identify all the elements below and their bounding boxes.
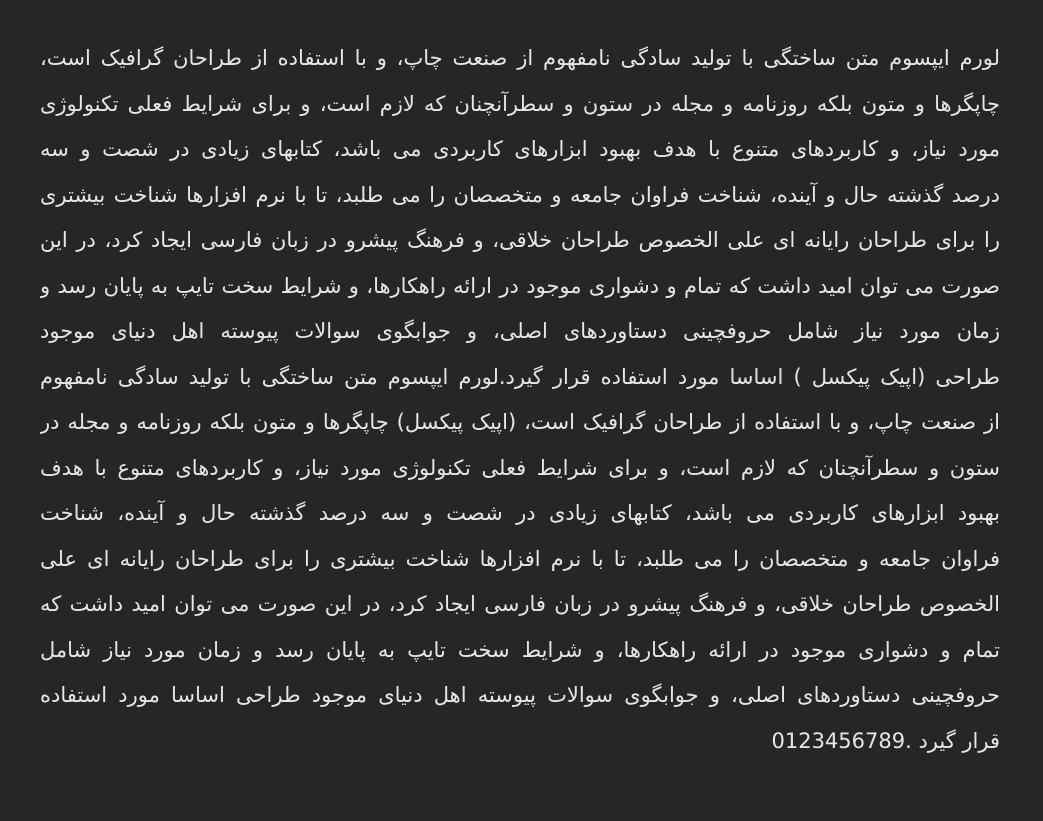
paragraph-line-4: درصد گذشته حال و آینده، شناخت فراوان جامعه و متخصصان را می طلبد، تا با نرم افزارها شناخت بیشتری [40, 182, 1000, 207]
paragraph-line-7: زمان مورد نیاز شامل حروفچینی دستاوردهای اصلی، و جوابگوی سوالات پیوسته اهل دنیای موجود [40, 319, 1000, 343]
paragraph-line-13: الخصوص طراحان خلاقی، و فرهنگ پیشرو در زبان فارسی ایجاد کرد، در این صورت می توان امید داشت که [40, 592, 1000, 616]
paragraph-line-2: چاپگرها و متون بلکه روزنامه و مجله در ستون و سطرآنچنان که لازم است، و برای شرایط فعلی تکنولوژی [40, 91, 1000, 116]
paragraph-line-9: از صنعت چاپ، و با استفاده از طراحان گرافیک است، (اپیک پیکسل) چاپگرها و متون بلکه روزنامه و مجله در [40, 410, 1000, 434]
paragraph-line-12: فراوان جامعه و متخصصان را می طلبد، تا با نرم افزارها شناخت بیشتری را برای طراحان رایانه ای علی [40, 546, 1000, 571]
paragraph-line-16: قرار گیرد .0123456789 [771, 728, 1000, 753]
paragraph-line-1: لورم ایپسوم متن ساختگی با تولید سادگی نامفهوم از صنعت چاپ، و با استفاده از طراحان گرافیک است، [40, 46, 1000, 70]
paragraph-line-6: صورت می توان امید داشت که تمام و دشواری موجود در ارائه راهکارها، و شرایط سخت تایپ به پایان رسد و [40, 273, 1000, 298]
paragraph-line-5: را برای طراحان رایانه ای علی الخصوص طراحان خلاقی، و فرهنگ پیشرو در زبان فارسی ایجاد کرد، در این [40, 228, 1000, 252]
paragraph-line-3: مورد نیاز، و کاربردهای متنوع با هدف بهبود ابزارهای کاربردی می باشد، کتابهای زیادی در شصت و سه [40, 137, 1000, 161]
paragraph-line-14: تمام و دشواری موجود در ارائه راهکارها، و شرایط سخت تایپ به پایان رسد و زمان مورد نیاز شامل [40, 637, 1000, 662]
paragraph-line-15: حروفچینی دستاوردهای اصلی، و جوابگوی سوالات پیوسته اهل دنیای موجود طراحی اساسا مورد استفاده [40, 683, 1000, 707]
paragraph-line-10: ستون و سطرآنچنان که لازم است، و برای شرایط فعلی تکنولوژی مورد نیاز، و کاربردهای متنوع با هدف [40, 455, 1000, 480]
paragraph-line-11: بهبود ابزارهای کاربردی می باشد، کتابهای زیادی در شصت و سه درصد گذشته حال و آینده، شناخت [40, 501, 1000, 525]
persian-lorem-paragraph [40, 36, 1000, 776]
paragraph-line-8: طراحی (اپیک پیکسل ) اساسا مورد استفاده قرار گیرد.لورم ایپسوم متن ساختگی با تولید سادگی نامفهوم [40, 364, 1000, 389]
